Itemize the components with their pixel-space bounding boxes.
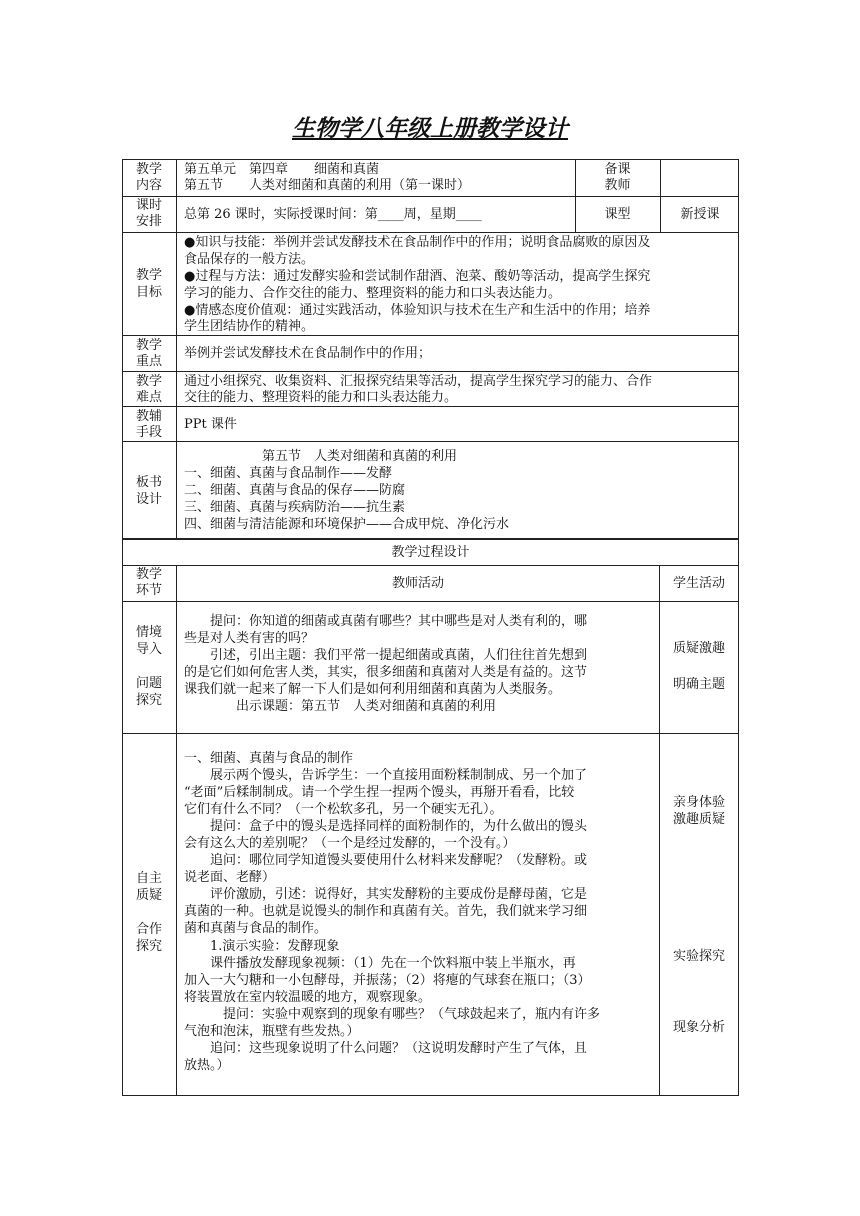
board-line: 二、细菌、真菌与食品的保存——防腐 [184,483,406,498]
section1-line: 引述，引出主题：我们平常一提起细菌或真菌，人们往往首先想到 [184,648,588,663]
section2-student: 激趣质疑 [672,812,725,827]
section2-stage: 合作 [135,922,162,937]
section1-line: 的是它们如何危害人类，其实，很多细菌和真菌对人类是有益的。这节 [184,665,588,680]
teacher-col-label: 教师活动 [391,576,444,591]
lesson-type-label: 课型 [604,207,631,222]
content-label-1: 教学 [135,162,162,177]
board-line: 四、细菌与清洁能源和环境保护——合成甲烷、净化污水 [184,517,510,532]
prep-teacher-label-2: 教师 [604,178,631,193]
section2-line: 课件播放发酵现象视频：（1）先在一个饮料瓶中装上半瓶水，再 [184,956,576,971]
section2-stage: 质疑 [135,888,162,903]
section2-line: 真菌的一种。也就是说馒头的制作和真菌有关。首先，我们就来学习细 [184,904,588,919]
section1-stage: 导入 [135,642,162,657]
goals-line: 学生团结协作的精神。 [184,319,315,334]
goals-line: ●情感态度价值观：通过实践活动，体验知识与技术在生产和生活中的作用；培养 [184,303,651,318]
section1-line: 提问：你知道的细菌或真菌有哪些？其中哪些是对人类有利的，哪 [184,614,588,629]
goals-line: ●知识与技能：举例并尝试发酵技术在食品制作中的作用；说明食品腐败的原因及 [184,235,651,250]
section2-line: 一、细菌、真菌与食品的制作 [184,751,354,766]
board-label-1: 板书 [135,475,162,490]
section1-line: 些是对人类有害的吗？ [184,631,315,646]
difficulty-label-1: 教学 [135,374,162,389]
content-label-2: 内容 [135,178,162,193]
board-line: 第五节 人类对细菌和真菌的利用 [184,449,458,464]
page-title: 生物学八年级上册教学设计 [292,116,568,142]
section2-student: 亲身体验 [672,795,725,810]
section2-line: 放热。） [184,1058,230,1073]
aids-label-1: 教辅 [135,409,162,424]
content-value-1: 第五单元 第四章 细菌和真菌 [184,162,380,177]
goals-label-2: 目标 [135,285,162,300]
section2-line: 1.演示实验：发酵现象 [184,939,340,954]
section2-line: 加入一大勺糖和一小包酵母，并振荡；（2）将瘪的气球套在瓶口；（3） [184,973,591,988]
lesson-type-value: 新授课 [680,207,720,222]
section2-line: 菌和真菌与食品的制作。 [184,921,328,936]
section2-line: 追问：这些现象说明了什么问题？（这说明发酵时产生了气体，且 [184,1041,588,1056]
content-value-2: 第五节 人类对细菌和真菌的利用（第一课时） [184,178,471,193]
aids-value: PPt 课件 [184,417,237,432]
goals-label-1: 教学 [135,268,162,283]
key-label-1: 教学 [135,338,162,353]
schedule-label-1: 课时 [135,198,162,213]
stage-col-label-1: 教学 [135,567,162,582]
difficulty-label-2: 难点 [135,390,162,405]
goals-line: 学习的能力、合作交往的能力、整理资料的能力和口头表达能力。 [184,286,562,301]
section2-student: 现象分析 [672,1020,725,1035]
board-line: 三、细菌、真菌与疾病防治——抗生素 [184,500,406,515]
section1-line: 出示课题：第五节 人类对细菌和真菌的利用 [184,699,497,714]
section2-stage: 探究 [135,939,162,954]
schedule-value: 总第 26 课时，实际授课时间：第____周，星期____ [184,207,482,222]
section1-stage: 问题 [135,676,162,691]
student-col-label: 学生活动 [672,576,725,591]
schedule-label-2: 安排 [135,214,162,229]
difficulty-line: 交往的能力、整理资料的能力和口头表达能力。 [184,390,458,405]
section1-stage: 情境 [135,625,162,640]
board-line: 一、细菌、真菌与食品制作——发酵 [184,466,393,481]
section2-stage: 自主 [135,871,162,886]
section2-line: 将装置放在室内较温暖的地方，观察现象。 [184,990,432,1005]
aids-label-2: 手段 [135,425,162,440]
section2-line: 追问：哪位同学知道馒头要使用什么材料来发酵呢？（发酵粉。或 [184,853,588,868]
section2-line: 提问：实验中观察到的现象有哪些？（气球鼓起来了，瓶内有许多 [184,1007,601,1022]
section1-line: 课我们就一起来了解一下人们是如何利用细菌和真菌为人类服务。 [184,682,562,697]
section2-line: 评价激励，引述：说得好，其实发酵粉的主要成份是酵母菌，它是 [184,887,588,902]
key-value: 举例并尝试发酵技术在食品制作中的作用； [184,346,432,361]
section2-student: 实验探究 [672,949,725,964]
prep-teacher-label-1: 备课 [604,162,631,177]
section2-line: 会有这么大的差别呢？（一个是经过发酵的，一个没有。） [184,836,516,851]
goals-line: 食品保存的一般方法。 [184,252,315,267]
section2-line: 它们有什么不同？（一个松软多孔，另一个硬实无孔）。 [184,802,503,817]
section1-student: 质疑激趣 [672,641,725,656]
stage-col-label-2: 环节 [135,583,162,598]
section1-student: 明确主题 [672,677,725,692]
key-label-2: 重点 [135,354,162,369]
goals-line: ●过程与方法：通过发酵实验和尝试制作甜酒、泡菜、酸奶等活动，提高学生探究 [184,269,651,284]
section2-line: 说老面、老酵） [184,870,276,885]
difficulty-line: 通过小组探究、收集资料、汇报探究结果等活动，提高学生探究学习的能力、合作 [184,374,653,389]
section2-line: “老面”后糅制制成。请一个学生捏一捏两个馒头，再掰开看看，比较 [184,785,575,800]
section2-line: 展示两个馒头，告诉学生：一个直接用面粉糅制制成、另一个加了 [184,768,588,783]
process-header: 教学过程设计 [391,545,470,560]
board-label-2: 设计 [135,492,162,507]
section1-stage: 探究 [135,693,162,708]
section2-line: 提问：盒子中的馒头是选择同样的面粉制作的，为什么做出的馒头 [184,819,588,834]
section2-line: 气泡和泡沫，瓶壁有些发热。） [184,1024,360,1039]
